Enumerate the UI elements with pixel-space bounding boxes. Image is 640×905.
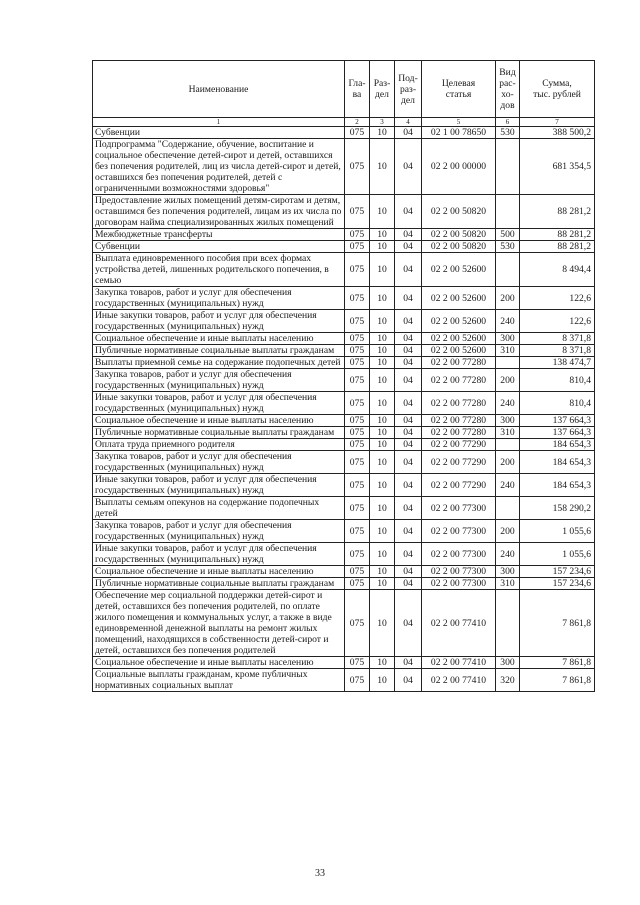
row-name: Социальное обеспечение и иные выплаты населению bbox=[93, 657, 345, 669]
row-summa: 88 281,2 bbox=[520, 241, 595, 253]
header-row bbox=[93, 61, 595, 118]
row-podrazdel: 04 bbox=[395, 139, 422, 195]
table-row bbox=[93, 439, 595, 451]
row-summa: 184 654,3 bbox=[520, 439, 595, 451]
row-name: Социальное обеспечение и иные выплаты населению bbox=[93, 415, 345, 427]
column-number: 1 bbox=[93, 118, 345, 127]
row-vid-rashodov bbox=[496, 195, 520, 229]
row-name: Социальное обеспечение и иные выплаты населению bbox=[93, 566, 345, 578]
row-name: Социальное обеспечение и иные выплаты населению bbox=[93, 333, 345, 345]
row-glava: 075 bbox=[345, 229, 370, 241]
row-vid-rashodov: 530 bbox=[496, 127, 520, 139]
row-podrazdel: 04 bbox=[395, 333, 422, 345]
row-razdel: 10 bbox=[370, 195, 395, 229]
row-podrazdel: 04 bbox=[395, 451, 422, 474]
row-name: Закупка товаров, работ и услуг для обеспечения государственных (муниципальных) нужд bbox=[93, 369, 345, 392]
row-celevaya-statya: 02 2 00 50820 bbox=[422, 229, 496, 241]
row-razdel: 10 bbox=[370, 127, 395, 139]
table-row bbox=[93, 229, 595, 241]
table-row bbox=[93, 287, 595, 310]
row-podrazdel: 04 bbox=[395, 497, 422, 520]
row-summa: 7 861,8 bbox=[520, 657, 595, 669]
row-celevaya-statya: 02 2 00 77280 bbox=[422, 369, 496, 392]
row-summa: 810,4 bbox=[520, 392, 595, 415]
row-celevaya-statya: 02 2 00 52600 bbox=[422, 345, 496, 357]
row-razdel: 10 bbox=[370, 139, 395, 195]
row-razdel: 10 bbox=[370, 357, 395, 369]
table-row bbox=[93, 657, 595, 669]
row-summa: 122,6 bbox=[520, 287, 595, 310]
row-razdel: 10 bbox=[370, 333, 395, 345]
row-vid-rashodov: 310 bbox=[496, 345, 520, 357]
row-glava: 075 bbox=[345, 127, 370, 139]
row-name: Закупка товаров, работ и услуг для обеспечения государственных (муниципальных) нужд bbox=[93, 451, 345, 474]
row-podrazdel: 04 bbox=[395, 127, 422, 139]
row-celevaya-statya: 02 2 00 50820 bbox=[422, 241, 496, 253]
row-glava: 075 bbox=[345, 657, 370, 669]
table-row bbox=[93, 590, 595, 657]
row-summa: 8 371,8 bbox=[520, 333, 595, 345]
table-body bbox=[93, 127, 595, 692]
row-razdel: 10 bbox=[370, 427, 395, 439]
row-summa: 138 474,7 bbox=[520, 357, 595, 369]
row-celevaya-statya: 02 2 00 52600 bbox=[422, 287, 496, 310]
row-summa: 158 290,2 bbox=[520, 497, 595, 520]
row-razdel: 10 bbox=[370, 520, 395, 543]
row-glava: 075 bbox=[345, 427, 370, 439]
row-celevaya-statya: 02 2 00 77300 bbox=[422, 520, 496, 543]
row-podrazdel: 04 bbox=[395, 229, 422, 241]
column-number: 2 bbox=[345, 118, 370, 127]
row-vid-rashodov bbox=[496, 357, 520, 369]
row-glava: 075 bbox=[345, 310, 370, 333]
budget-table bbox=[92, 60, 595, 692]
row-glava: 075 bbox=[345, 415, 370, 427]
row-podrazdel: 04 bbox=[395, 241, 422, 253]
header-glava: Гла- ва bbox=[345, 61, 370, 118]
row-podrazdel: 04 bbox=[395, 415, 422, 427]
table-row bbox=[93, 520, 595, 543]
row-celevaya-statya: 02 2 00 77280 bbox=[422, 415, 496, 427]
row-summa: 1 055,6 bbox=[520, 520, 595, 543]
table-row bbox=[93, 451, 595, 474]
row-summa: 681 354,5 bbox=[520, 139, 595, 195]
row-vid-rashodov: 310 bbox=[496, 427, 520, 439]
row-name: Закупка товаров, работ и услуг для обеспечения государственных (муниципальных) нужд bbox=[93, 520, 345, 543]
row-podrazdel: 04 bbox=[395, 357, 422, 369]
row-name: Иные закупки товаров, работ и услуг для обеспечения государственных (муниципальных) нужд bbox=[93, 392, 345, 415]
row-name: Выплаты приемной семье на содержание подопечных детей bbox=[93, 357, 345, 369]
row-podrazdel: 04 bbox=[395, 310, 422, 333]
row-podrazdel: 04 bbox=[395, 195, 422, 229]
table-row bbox=[93, 474, 595, 497]
row-summa: 157 234,6 bbox=[520, 578, 595, 590]
row-podrazdel: 04 bbox=[395, 543, 422, 566]
row-vid-rashodov: 300 bbox=[496, 415, 520, 427]
row-name: Публичные нормативные социальные выплаты гражданам bbox=[93, 578, 345, 590]
row-celevaya-statya: 02 2 00 77300 bbox=[422, 497, 496, 520]
row-celevaya-statya: 02 2 00 77290 bbox=[422, 474, 496, 497]
row-name: Субвенции bbox=[93, 241, 345, 253]
row-summa: 137 664,3 bbox=[520, 415, 595, 427]
row-celevaya-statya: 02 2 00 77300 bbox=[422, 566, 496, 578]
row-name: Публичные нормативные социальные выплаты гражданам bbox=[93, 345, 345, 357]
row-glava: 075 bbox=[345, 590, 370, 657]
row-summa: 184 654,3 bbox=[520, 474, 595, 497]
row-podrazdel: 04 bbox=[395, 578, 422, 590]
table-row bbox=[93, 241, 595, 253]
row-celevaya-statya: 02 2 00 77300 bbox=[422, 578, 496, 590]
row-razdel: 10 bbox=[370, 253, 395, 287]
table-row bbox=[93, 369, 595, 392]
header-razdel: Раз- дел bbox=[370, 61, 395, 118]
row-podrazdel: 04 bbox=[395, 669, 422, 692]
row-podrazdel: 04 bbox=[395, 657, 422, 669]
row-glava: 075 bbox=[345, 241, 370, 253]
row-summa: 88 281,2 bbox=[520, 229, 595, 241]
row-glava: 075 bbox=[345, 369, 370, 392]
row-name: Иные закупки товаров, работ и услуг для обеспечения государственных (муниципальных) нужд bbox=[93, 310, 345, 333]
row-podrazdel: 04 bbox=[395, 474, 422, 497]
row-summa: 7 861,8 bbox=[520, 590, 595, 657]
row-podrazdel: 04 bbox=[395, 392, 422, 415]
row-glava: 075 bbox=[345, 669, 370, 692]
row-name: Выплаты семьям опекунов на содержание подопечных детей bbox=[93, 497, 345, 520]
row-vid-rashodov: 320 bbox=[496, 669, 520, 692]
row-vid-rashodov bbox=[496, 497, 520, 520]
row-glava: 075 bbox=[345, 357, 370, 369]
row-celevaya-statya: 02 2 00 77410 bbox=[422, 669, 496, 692]
table-row bbox=[93, 345, 595, 357]
row-razdel: 10 bbox=[370, 439, 395, 451]
row-glava: 075 bbox=[345, 543, 370, 566]
header-summa: Сумма, тыс. рублей bbox=[520, 61, 595, 118]
row-vid-rashodov: 240 bbox=[496, 310, 520, 333]
row-celevaya-statya: 02 2 00 52600 bbox=[422, 253, 496, 287]
row-glava: 075 bbox=[345, 497, 370, 520]
row-name: Выплата единовременного пособия при всех формах устройства детей, лишенных родительского попечения, в семью bbox=[93, 253, 345, 287]
row-celevaya-statya: 02 2 00 77280 bbox=[422, 392, 496, 415]
row-razdel: 10 bbox=[370, 241, 395, 253]
table-row bbox=[93, 392, 595, 415]
row-name: Иные закупки товаров, работ и услуг для обеспечения государственных (муниципальных) нужд bbox=[93, 474, 345, 497]
row-razdel: 10 bbox=[370, 229, 395, 241]
row-summa: 1 055,6 bbox=[520, 543, 595, 566]
table-row bbox=[93, 543, 595, 566]
row-razdel: 10 bbox=[370, 369, 395, 392]
row-glava: 075 bbox=[345, 333, 370, 345]
row-name: Оплата труда приемного родителя bbox=[93, 439, 345, 451]
row-glava: 075 bbox=[345, 253, 370, 287]
row-summa: 88 281,2 bbox=[520, 195, 595, 229]
table-row bbox=[93, 427, 595, 439]
row-vid-rashodov: 240 bbox=[496, 543, 520, 566]
row-podrazdel: 04 bbox=[395, 253, 422, 287]
column-number: 4 bbox=[395, 118, 422, 127]
row-celevaya-statya: 02 2 00 50820 bbox=[422, 195, 496, 229]
row-celevaya-statya: 02 2 00 77410 bbox=[422, 657, 496, 669]
row-vid-rashodov: 300 bbox=[496, 566, 520, 578]
row-razdel: 10 bbox=[370, 287, 395, 310]
row-podrazdel: 04 bbox=[395, 439, 422, 451]
row-razdel: 10 bbox=[370, 590, 395, 657]
row-celevaya-statya: 02 1 00 78650 bbox=[422, 127, 496, 139]
row-vid-rashodov: 300 bbox=[496, 657, 520, 669]
row-name: Межбюджетные трансферты bbox=[93, 229, 345, 241]
row-razdel: 10 bbox=[370, 474, 395, 497]
row-celevaya-statya: 02 2 00 77280 bbox=[422, 427, 496, 439]
row-summa: 184 654,3 bbox=[520, 451, 595, 474]
row-celevaya-statya: 02 2 00 77290 bbox=[422, 451, 496, 474]
row-name: Иные закупки товаров, работ и услуг для обеспечения государственных (муниципальных) нужд bbox=[93, 543, 345, 566]
column-number: 7 bbox=[520, 118, 595, 127]
table-row bbox=[93, 669, 595, 692]
row-celevaya-statya: 02 2 00 52600 bbox=[422, 310, 496, 333]
row-name: Закупка товаров, работ и услуг для обеспечения государственных (муниципальных) нужд bbox=[93, 287, 345, 310]
row-summa: 810,4 bbox=[520, 369, 595, 392]
row-glava: 075 bbox=[345, 520, 370, 543]
table-row bbox=[93, 127, 595, 139]
row-summa: 7 861,8 bbox=[520, 669, 595, 692]
row-celevaya-statya: 02 2 00 77410 bbox=[422, 590, 496, 657]
row-summa: 122,6 bbox=[520, 310, 595, 333]
row-razdel: 10 bbox=[370, 566, 395, 578]
row-vid-rashodov bbox=[496, 139, 520, 195]
header-vid-rashodov: Вид рас- хо- дов bbox=[496, 61, 520, 118]
row-name: Публичные нормативные социальные выплаты гражданам bbox=[93, 427, 345, 439]
column-number: 5 bbox=[422, 118, 496, 127]
row-glava: 075 bbox=[345, 451, 370, 474]
row-razdel: 10 bbox=[370, 310, 395, 333]
row-podrazdel: 04 bbox=[395, 287, 422, 310]
column-number: 6 bbox=[496, 118, 520, 127]
table-row bbox=[93, 253, 595, 287]
row-summa: 157 234,6 bbox=[520, 566, 595, 578]
row-podrazdel: 04 bbox=[395, 345, 422, 357]
row-glava: 075 bbox=[345, 139, 370, 195]
column-number-row bbox=[93, 118, 595, 127]
row-razdel: 10 bbox=[370, 345, 395, 357]
row-podrazdel: 04 bbox=[395, 520, 422, 543]
row-celevaya-statya: 02 2 00 52600 bbox=[422, 333, 496, 345]
row-name: Социальные выплаты гражданам, кроме публичных нормативных социальных выплат bbox=[93, 669, 345, 692]
row-vid-rashodov bbox=[496, 253, 520, 287]
row-podrazdel: 04 bbox=[395, 566, 422, 578]
row-glava: 075 bbox=[345, 345, 370, 357]
row-vid-rashodov: 240 bbox=[496, 474, 520, 497]
row-glava: 075 bbox=[345, 392, 370, 415]
header-podrazdel: Под- раз- дел bbox=[395, 61, 422, 118]
row-vid-rashodov bbox=[496, 590, 520, 657]
table-row bbox=[93, 195, 595, 229]
column-number: 3 bbox=[370, 118, 395, 127]
table-row bbox=[93, 333, 595, 345]
row-razdel: 10 bbox=[370, 451, 395, 474]
row-razdel: 10 bbox=[370, 497, 395, 520]
row-vid-rashodov: 500 bbox=[496, 229, 520, 241]
table-row bbox=[93, 415, 595, 427]
row-vid-rashodov: 200 bbox=[496, 520, 520, 543]
row-glava: 075 bbox=[345, 287, 370, 310]
row-vid-rashodov: 310 bbox=[496, 578, 520, 590]
row-glava: 075 bbox=[345, 474, 370, 497]
row-glava: 075 bbox=[345, 578, 370, 590]
row-celevaya-statya: 02 2 00 00000 bbox=[422, 139, 496, 195]
row-razdel: 10 bbox=[370, 578, 395, 590]
row-celevaya-statya: 02 2 00 77300 bbox=[422, 543, 496, 566]
row-summa: 8 494,4 bbox=[520, 253, 595, 287]
row-celevaya-statya: 02 2 00 77280 bbox=[422, 357, 496, 369]
row-name: Субвенции bbox=[93, 127, 345, 139]
page-number: 33 bbox=[315, 868, 325, 879]
row-podrazdel: 04 bbox=[395, 427, 422, 439]
row-glava: 075 bbox=[345, 566, 370, 578]
row-vid-rashodov: 300 bbox=[496, 333, 520, 345]
row-razdel: 10 bbox=[370, 392, 395, 415]
row-razdel: 10 bbox=[370, 657, 395, 669]
row-razdel: 10 bbox=[370, 415, 395, 427]
row-glava: 075 bbox=[345, 195, 370, 229]
header-celevaya-statya: Целевая статья bbox=[422, 61, 496, 118]
row-name: Предоставление жилых помещений детям-сиротам и детям, оставшимся без попечения родителей, лицам из их числа по договорам найма специализированных жилых помещений bbox=[93, 195, 345, 229]
row-razdel: 10 bbox=[370, 543, 395, 566]
row-celevaya-statya: 02 2 00 77290 bbox=[422, 439, 496, 451]
row-summa: 388 500,2 bbox=[520, 127, 595, 139]
row-vid-rashodov: 200 bbox=[496, 369, 520, 392]
row-podrazdel: 04 bbox=[395, 590, 422, 657]
row-vid-rashodov bbox=[496, 439, 520, 451]
table-row bbox=[93, 566, 595, 578]
row-name: Подпрограмма "Содержание, обучение, воспитание и социальное обеспечение детей-сирот и детей, оставшихся без попечения родителей, лиц из числа детей-сирот и детей, оставшихся без попечения родителей, детей с ограниченными возможностями здоровья" bbox=[93, 139, 345, 195]
row-summa: 137 664,3 bbox=[520, 427, 595, 439]
row-name: Обеспечение мер социальной поддержки детей-сирот и детей, оставшихся без попечения родителей, по оплате жилого помещения и коммунальных услуг, а также в виде единовременной денежной выплаты на ремонт жилых помещений, находящихся в собственности детей-сирот и детей, оставшихся без попечения родителей bbox=[93, 590, 345, 657]
row-podrazdel: 04 bbox=[395, 369, 422, 392]
header-name: Наименование bbox=[93, 61, 345, 118]
table-row bbox=[93, 578, 595, 590]
row-vid-rashodov: 200 bbox=[496, 451, 520, 474]
row-razdel: 10 bbox=[370, 669, 395, 692]
table-row bbox=[93, 497, 595, 520]
table-row bbox=[93, 310, 595, 333]
table-row bbox=[93, 139, 595, 195]
row-vid-rashodov: 530 bbox=[496, 241, 520, 253]
row-vid-rashodov: 240 bbox=[496, 392, 520, 415]
table-row bbox=[93, 357, 595, 369]
row-vid-rashodov: 200 bbox=[496, 287, 520, 310]
row-summa: 8 371,8 bbox=[520, 345, 595, 357]
row-glava: 075 bbox=[345, 439, 370, 451]
